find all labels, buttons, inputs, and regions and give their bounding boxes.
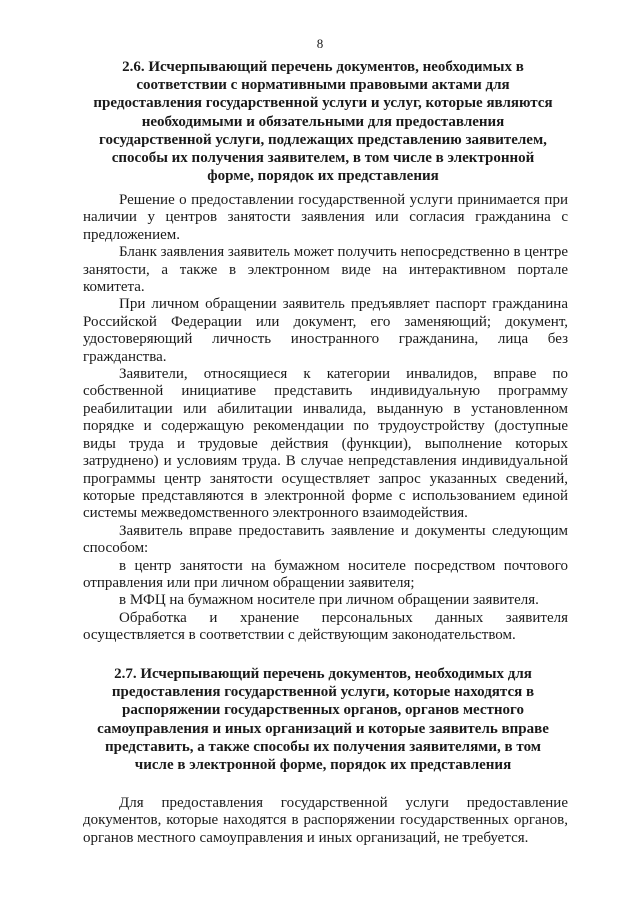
- paragraph: Решение о предоставлении государственной услуги принимается при наличии у центров занятости заявления или согласия гражданина с предложением.: [83, 192, 568, 243]
- paragraph: Для предоставления государственной услуги предоставление документов, которые находятся в распоряжении государственных органов, органов местного самоуправления и иных организаций, не требуется.: [83, 795, 568, 846]
- paragraph: Заявители, относящиеся к категории инвалидов, вправе по собственной инициативе представить индивидуальную программу реабилитации или абилитации инвалида, выданную в установленном порядке и содержащую рекомендации по трудоустройству (доступные виды труда и трудовые действия (функции), выполнение которых затруднено) и условиям труда. В случае непредставления индивидуальной программы центр занятости осуществляет запрос указанных сведений, которые представляются в электронной форме с использованием единой системы межведомственного электронного взаимодействия.: [83, 366, 568, 522]
- page-number: 8: [316, 36, 324, 51]
- paragraph: в МФЦ на бумажном носителе при личном обращении заявителя.: [119, 592, 539, 609]
- paragraph: в центр занятости на бумажном носителе посредством почтового отправления или при личном обращении заявителя;: [83, 557, 568, 591]
- paragraph: Бланк заявления заявитель может получить непосредственно в центре занятости, а также в электронном виде на интерактивном портале комитета.: [83, 244, 568, 296]
- paragraph: Заявитель вправе предоставить заявление и документы следующим способом:: [83, 522, 568, 557]
- section-2-6-body: [83, 192, 568, 645]
- section-2-6-heading: 2.6. Исчерпывающий перечень документов, необходимых в соответствии с нормативными правовыми актами для предоставления государственной услуги и услуг, которые являются необходимыми и обязательными для предоставления государственной услуги, подлежащих представлению заявителем, способы их получения заявителем, в том числе в электронной форме, порядок их представления: [93, 59, 553, 185]
- paragraph: При личном обращении заявитель предъявляет паспорт гражданина Российской Федерации или документ, его заменяющий; документ, удостоверяющий личность иностранного гражданина, лица без гражданства.: [83, 296, 568, 365]
- section-2-7-body: [83, 795, 568, 847]
- paragraph: Обработка и хранение персональных данных заявителя осуществляется в соответствии с действующим законодательством.: [83, 609, 568, 644]
- section-2-7-heading: 2.7. Исчерпывающий перечень документов, необходимых для предоставления государственной услуги, которые находятся в распоряжении государственных органов, органов местного самоуправления и иных организаций и которые заявитель вправе представить, а также способы их получения заявителями, в том числе в электронной форме, порядок их представления: [97, 666, 549, 774]
